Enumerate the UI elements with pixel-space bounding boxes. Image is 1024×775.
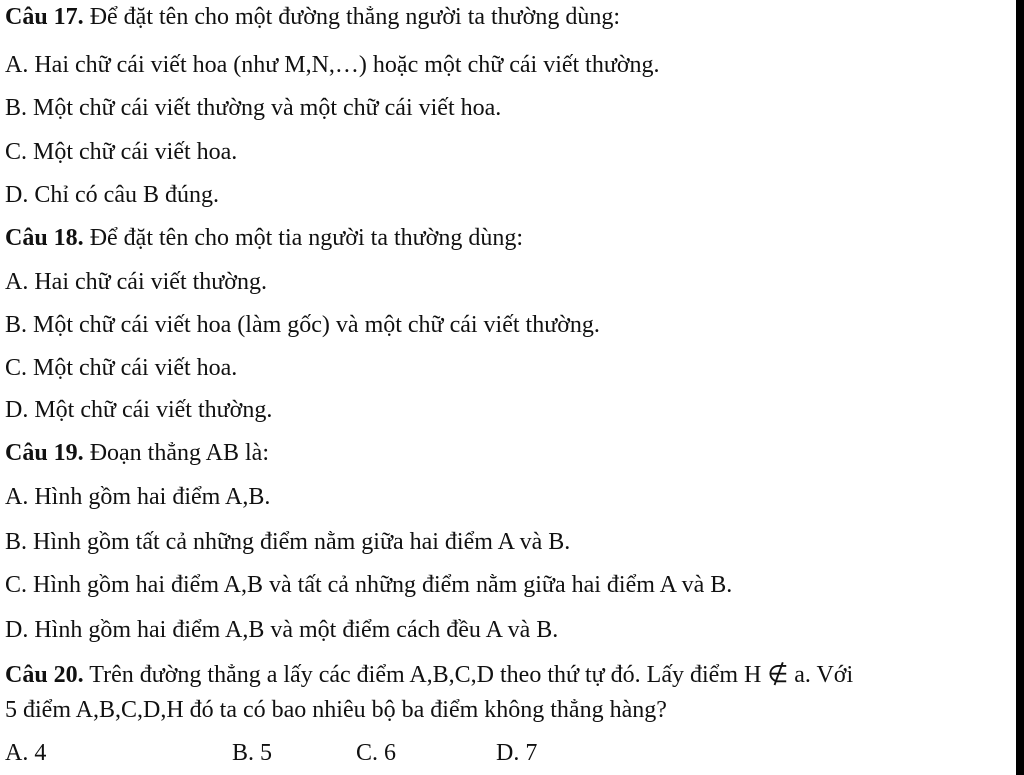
question-19-option-c: C. Hình gồm hai điểm A,B và tất cả những điểm nằm giữa hai điểm A và B. — [5, 572, 733, 598]
question-18-option-d: D. Một chữ cái viết thường. — [5, 397, 273, 423]
question-18-stem — [5, 223, 1006, 253]
question-18-label: Câu 18. — [5, 225, 84, 251]
question-17-option-b: B. Một chữ cái viết thường và một chữ cái viết hoa. — [5, 95, 502, 121]
question-20-label: Câu 20. — [5, 662, 84, 688]
question-20-option-b: B. 5 — [232, 740, 273, 766]
question-17-option-d: D. Chỉ có câu B đúng. — [5, 182, 219, 208]
question-17-option-a: A. Hai chữ cái viết hoa (như M,N,…) hoặc một chữ cái viết thường. — [5, 52, 660, 78]
question-19-label: Câu 19. — [5, 440, 84, 466]
question-18-option-c: C. Một chữ cái viết hoa. — [5, 355, 238, 381]
question-19-option-d: D. Hình gồm hai điểm A,B và một điểm cách đều A và B. — [5, 617, 559, 643]
question-18-option-a: A. Hai chữ cái viết thường. — [5, 269, 267, 295]
question-18-text: Để đặt tên cho một tia người ta thường dùng: — [83, 225, 524, 251]
question-17-label: Câu 17. — [5, 4, 84, 30]
question-20-stem-line-1 — [5, 660, 1006, 690]
question-17-option-c: C. Một chữ cái viết hoa. — [5, 139, 238, 165]
question-19-stem — [5, 438, 1006, 468]
question-20-stem-line-2: 5 điểm A,B,C,D,H đó ta có bao nhiêu bộ ba điểm không thẳng hàng? — [5, 697, 667, 723]
question-19-option-a: A. Hình gồm hai điểm A,B. — [5, 484, 271, 510]
question-17-text: Để đặt tên cho một đường thẳng người ta thường dùng: — [83, 4, 621, 30]
question-17-stem — [5, 2, 1006, 32]
question-20-option-d: D. 7 — [496, 740, 538, 766]
question-20-option-a: A. 4 — [5, 740, 47, 766]
right-border-bar — [1016, 0, 1024, 775]
question-20-text-1: Trên đường thẳng a lấy các điểm A,B,C,D theo thứ tự đó. Lấy điểm H ∉ a. Với — [83, 662, 854, 688]
question-20-option-c: C. 6 — [356, 740, 397, 766]
question-19-option-b: B. Hình gồm tất cả những điểm nằm giữa hai điểm A và B. — [5, 529, 571, 555]
question-18-option-b: B. Một chữ cái viết hoa (làm gốc) và một chữ cái viết thường. — [5, 312, 600, 338]
question-19-text: Đoạn thẳng AB là: — [83, 440, 269, 466]
